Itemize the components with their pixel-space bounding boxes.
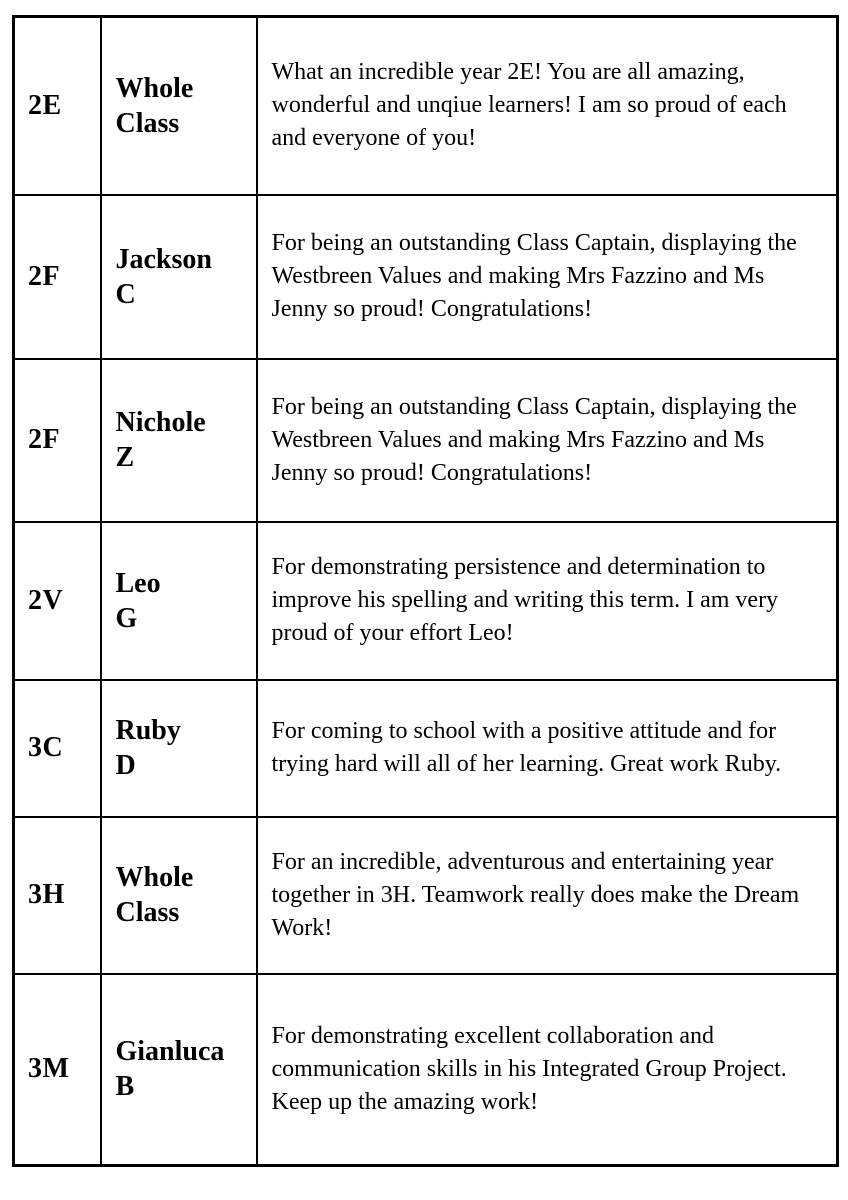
award-description-cell: What an incredible year 2E! You are all amazing, wonderful and unqiue learners! I am so proud of each and everyone of you!: [257, 17, 838, 195]
awards-table: [12, 15, 839, 1167]
student-name-line1: Gianluca: [115, 1036, 225, 1068]
class-code-cell: 2V: [14, 522, 101, 680]
award-description-cell: For demonstrating persistence and determination to improve his spelling and writing this term. I am very proud of your effort Leo!: [257, 522, 838, 680]
award-row: [14, 359, 838, 522]
award-description-cell: For being an outstanding Class Captain, displaying the Westbreen Values and making Mrs Fazzino and Ms Jenny so proud! Congratulations!: [257, 195, 838, 359]
award-row: [14, 817, 838, 974]
student-name-line2: Class: [115, 897, 180, 928]
class-code-cell: 2F: [14, 195, 101, 359]
student-name-line2: B: [115, 1071, 135, 1103]
class-code-cell: 3C: [14, 680, 101, 817]
student-name-cell: [101, 817, 257, 974]
student-name-line2: G: [115, 602, 138, 634]
class-code-cell: 2F: [14, 359, 101, 522]
award-description-cell: For demonstrating excellent collaboration and communication skills in his Integrated Group Project. Keep up the amazing work!: [257, 974, 838, 1166]
award-description-cell: For an incredible, adventurous and entertaining year together in 3H. Teamwork really does make the Dream Work!: [257, 817, 838, 974]
student-name-line2: C: [115, 278, 136, 310]
award-description-cell: For being an outstanding Class Captain, displaying the Westbreen Values and making Mrs Fazzino and Ms Jenny so proud! Congratulations!: [257, 359, 838, 522]
student-name-line2: Z: [115, 442, 135, 473]
award-row: [14, 680, 838, 817]
student-name-line2: Class: [115, 107, 180, 139]
student-name-cell: [101, 974, 257, 1166]
student-name-cell: [101, 359, 257, 522]
student-name-cell: [101, 17, 257, 195]
student-name-cell: [101, 680, 257, 817]
award-row: [14, 195, 838, 359]
award-row: [14, 17, 838, 195]
award-row: [14, 522, 838, 680]
student-name-line1: Nichole: [115, 407, 206, 438]
student-name-line1: Ruby: [115, 715, 181, 746]
student-name-line1: Whole: [115, 72, 194, 104]
student-name-cell: [101, 195, 257, 359]
award-row: [14, 974, 838, 1166]
student-name-line1: Leo: [115, 567, 161, 599]
student-name-line1: Whole: [115, 862, 194, 893]
student-name-cell: [101, 522, 257, 680]
student-name-line2: D: [115, 750, 136, 781]
class-code-cell: 3M: [14, 974, 101, 1166]
class-code-cell: 3H: [14, 817, 101, 974]
student-name-line1: Jackson: [115, 243, 212, 275]
class-code-cell: 2E: [14, 17, 101, 195]
award-description-cell: For coming to school with a positive attitude and for trying hard will all of her learning. Great work Ruby.: [257, 680, 838, 817]
